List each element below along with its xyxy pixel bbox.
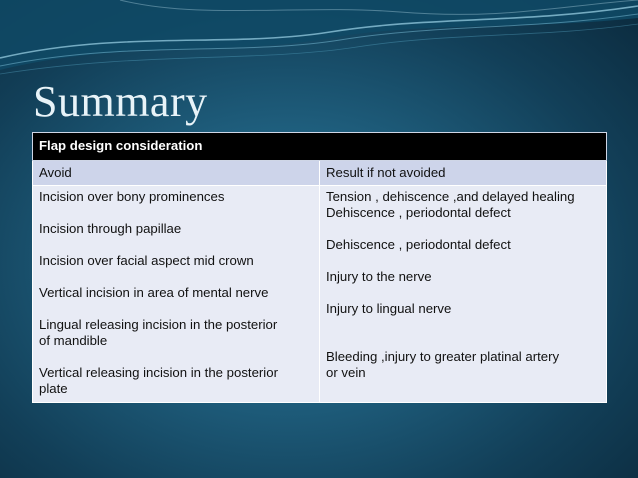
table-caption: Flap design consideration bbox=[33, 133, 607, 161]
column-header-avoid: Avoid bbox=[33, 161, 320, 186]
column-header-result: Result if not avoided bbox=[320, 161, 607, 186]
slide-title: Summary bbox=[33, 77, 208, 126]
table-row bbox=[33, 186, 607, 403]
table-caption-row bbox=[33, 133, 607, 161]
result-item: Dehiscence , periodontal defect bbox=[326, 205, 511, 220]
result-item: or vein bbox=[326, 365, 366, 380]
avoid-item: Incision over facial aspect mid crown bbox=[39, 253, 254, 268]
column-header-row bbox=[33, 161, 607, 186]
avoid-item: Incision over bony prominences bbox=[39, 189, 225, 204]
avoid-item: Vertical incision in area of mental nerve bbox=[39, 285, 269, 300]
avoid-item: of mandible bbox=[39, 333, 108, 348]
avoid-item: Vertical releasing incision in the posterior bbox=[39, 365, 278, 380]
avoid-item: plate bbox=[39, 381, 68, 396]
flap-design-table bbox=[32, 132, 607, 403]
result-item: Tension , dehiscence ,and delayed healing bbox=[326, 189, 575, 204]
result-item: Injury to lingual nerve bbox=[326, 301, 452, 316]
result-cell bbox=[320, 186, 607, 403]
result-item: Dehiscence , periodontal defect bbox=[326, 237, 511, 252]
result-item: Bleeding ,injury to greater platinal artery bbox=[326, 349, 560, 364]
avoid-cell bbox=[33, 186, 320, 403]
result-item: Injury to the nerve bbox=[326, 269, 432, 284]
avoid-item: Incision through papillae bbox=[39, 221, 182, 236]
avoid-item: Lingual releasing incision in the posterior bbox=[39, 317, 278, 332]
